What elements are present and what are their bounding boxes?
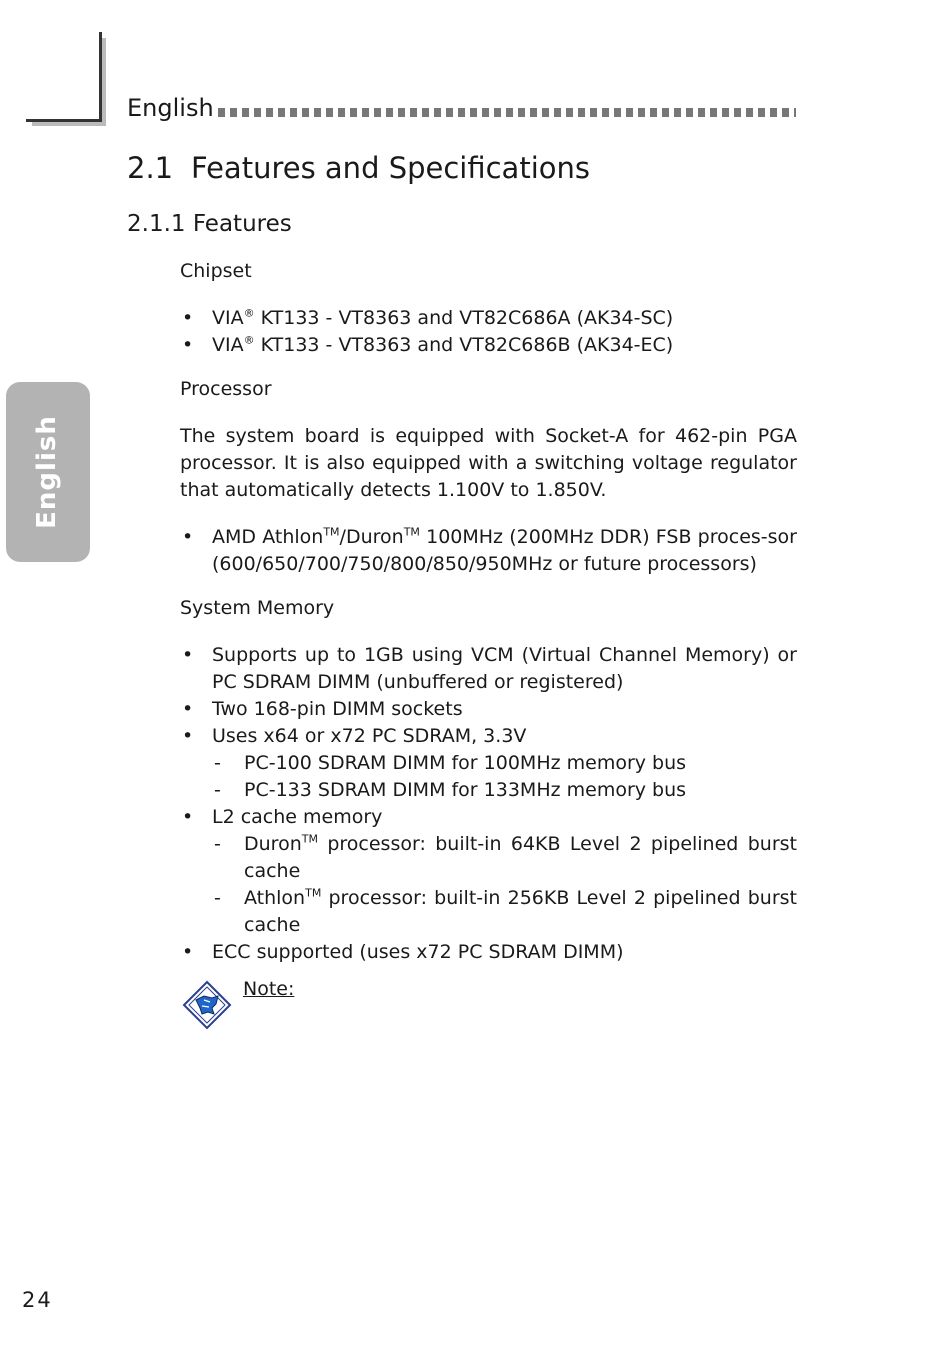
- processor-heading: Processor: [180, 378, 272, 400]
- header-dotted-rule: [218, 108, 796, 117]
- side-language-tab-label: English: [32, 415, 62, 529]
- corner-shadow-vertical: [102, 38, 106, 126]
- memory-heading: System Memory: [180, 597, 335, 619]
- section-title: Features and Specifications: [191, 151, 590, 185]
- processor-paragraph: The system board is equipped with Socket-A for 462-pin PGA processor. It is also equipped with a switching voltage regulator that automatically detects 1.100V to 1.850V.: [180, 425, 797, 501]
- memory-list: [180, 642, 797, 966]
- note-label: Note:: [243, 978, 295, 1000]
- processor-list: [180, 524, 797, 578]
- subsection-heading: 2.1.1 Features: [127, 211, 292, 237]
- memory-type-sublist: [212, 750, 797, 804]
- header-language: English: [127, 94, 214, 122]
- features-content: [180, 258, 797, 1028]
- list-item: • Uses x64 or x72 PC SDRAM, 3.3V - PC-100 SDRAM DIMM for 100MHz memory bus - PC-133 SDRAM DIMM for 133MHz memory bus: [180, 723, 797, 804]
- list-item: • L2 cache memory - Duron™ processor: built-in 64KB Level 2 pipelined burst cache - Athlon™ processor: built-in 256KB Level 2 pipelined burst cache: [180, 804, 797, 939]
- section-heading: [127, 150, 590, 186]
- list-item: - Duron™ processor: built-in 64KB Level 2 pipelined burst cache: [212, 831, 797, 885]
- list-item: - PC-100 SDRAM DIMM for 100MHz memory bus: [212, 750, 797, 777]
- list-item: - PC-133 SDRAM DIMM for 133MHz memory bus: [212, 777, 797, 804]
- page-number: 24: [22, 1288, 53, 1312]
- list-item: • Supports up to 1GB using VCM (Virtual Channel Memory) or PC SDRAM DIMM (unbuffered or registered): [180, 642, 797, 696]
- list-item: - Athlon™ processor: built-in 256KB Level 2 pipelined burst cache: [212, 885, 797, 939]
- section-number: 2.1: [127, 151, 174, 185]
- list-item: • AMD Athlon™/Duron™ 100MHz (200MHz DDR) FSB proces-sor (600/650/700/750/800/850/950MHz or future processors): [180, 524, 797, 578]
- cache-sublist: [212, 831, 797, 939]
- list-item: • ECC supported (uses x72 PC SDRAM DIMM): [180, 939, 797, 966]
- corner-shadow-horizontal: [32, 122, 104, 126]
- chipset-heading: Chipset: [180, 260, 252, 282]
- note-block: [180, 976, 797, 1028]
- list-item: • Two 168-pin DIMM sockets: [180, 696, 797, 723]
- corner-line-horizontal: [26, 119, 102, 122]
- list-item: • VIA® KT133 - VT8363 and VT82C686B (AK34-EC): [180, 332, 797, 359]
- list-item: • VIA® KT133 - VT8363 and VT82C686A (AK34-SC): [180, 305, 797, 332]
- chipset-list: [180, 305, 797, 359]
- corner-line-vertical: [99, 32, 102, 122]
- note-hand-icon: [182, 980, 232, 1030]
